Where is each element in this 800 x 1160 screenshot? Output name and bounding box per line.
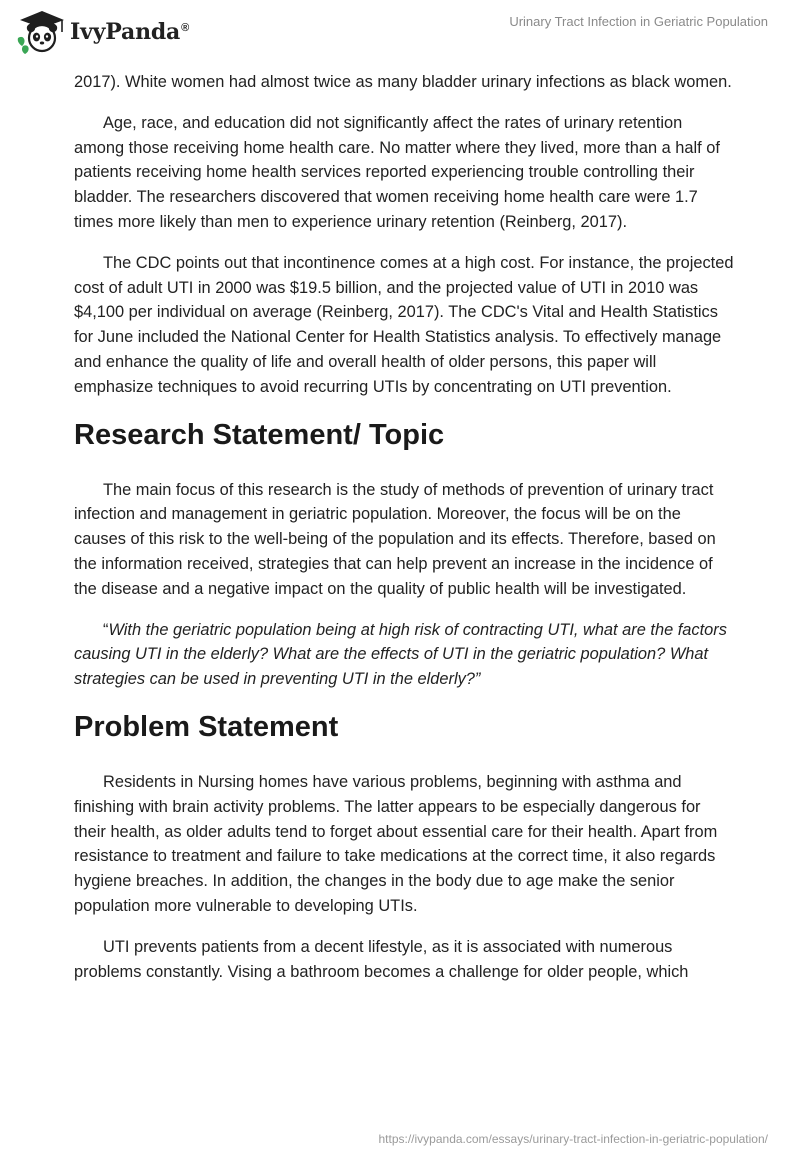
research-questions-italic: With the geriatric population being at high risk of contracting UTI, what are the factors causing UTI in the elderly? What are the effects of UTI in the geriatric population? What strategies can be used in preventing UTI in the elderly?” (74, 620, 727, 689)
open-quote: “ (103, 620, 109, 639)
paragraph-cdc-cost: The CDC points out that incontinence comes at a high cost. For instance, the projected cost of adult UTI in 2000 was $19.5 billion, and the projected value of UTI in 2010 was $4,100 per individual on average (Reinberg, 2017). The CDC's Vital and Health Statistics for June included the National Center for Health Statistics analysis. To effectively manage and enhance the quality of life and overall health of older persons, this paper will emphasize techniques to avoid recurring UTIs by concentrating on UTI prevention. (74, 253, 734, 396)
page-header (0, 0, 800, 64)
paragraph-uti-lifestyle: UTI prevents patients from a decent lifestyle, as it is associated with numerous problems constantly. Vising a bathroom becomes a challenge for older people, which (74, 937, 689, 981)
panda-graduate-icon (14, 8, 66, 56)
paragraph-continued: 2017). White women had almost twice as many bladder urinary infections as black women. (74, 73, 732, 91)
ivypanda-logo[interactable] (14, 8, 189, 56)
essay-body (74, 70, 734, 1000)
document-running-title: Urinary Tract Infection in Geriatric Population (509, 14, 768, 29)
heading-research-statement: Research Statement/ Topic (74, 418, 445, 451)
logo-wordmark: IvyPanda® (70, 19, 190, 45)
paragraph-research-questions (74, 618, 734, 692)
paragraph-urinary-retention: Age, race, and education did not significantly affect the rates of urinary retention among those receiving home health care. No matter where they lived, more than a half of patients receiving home health services reported experiencing trouble controlling their bladder. The researchers discovered that women receiving home health care were 1.7 times more likely than men to experience urinary retention (Reinberg, 2017). (74, 113, 720, 231)
heading-problem-statement: Problem Statement (74, 710, 339, 743)
paragraph-nursing-home-problems: Residents in Nursing homes have various problems, beginning with asthma and finishing with brain activity problems. The latter appears to be especially dangerous for their health, as older adults tend to forget about essential care for their health. Apart from resistance to treatment and failure to take medications at the correct time, it also regards hygiene breaches. In addition, the changes in the body due to age make the senior population more vulnerable to developing UTIs. (74, 772, 718, 915)
source-url[interactable]: https://ivypanda.com/essays/urinary-tract-infection-in-geriatric-population/ (378, 1132, 768, 1146)
paragraph-research-focus: The main focus of this research is the study of methods of prevention of urinary tract infection and management in geriatric population. Moreover, the focus will be on the causes of this risk to the well-being of the population and its effects. Therefore, based on the information received, strategies that can help prevent an increase in the incidence of the disease and a negative impact on the quality of public health will be investigated. (74, 480, 716, 598)
